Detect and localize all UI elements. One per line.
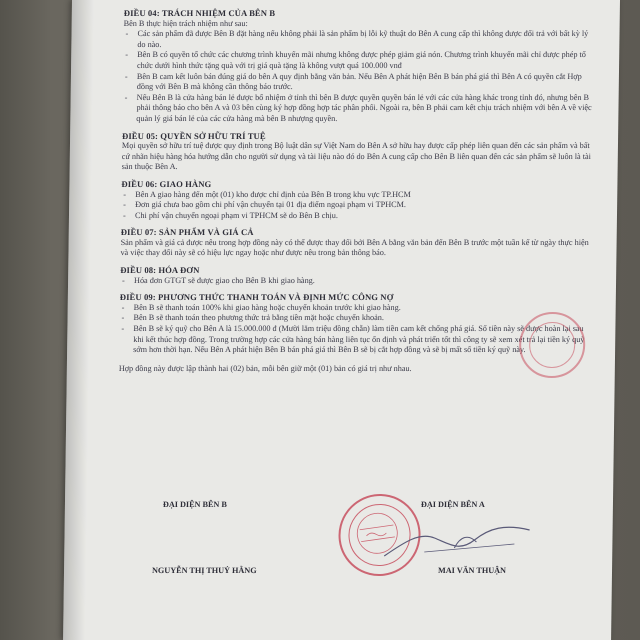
section-bullet: - Các sản phẩm đã được Bên B đặt hàng nếu không phải là sản phẩm bị lỗi kỹ thuật do Bên A cung cấp thì không được đổi trả với bất kỳ lý do nào. (123, 29, 593, 50)
section-bullet: - Bên B có quyền tổ chức các chương trình khuyến mãi nhưng không được phép giảm giá nón. Chương trình khuyến mãi chỉ được phép tổ chức dưới hình thức tặng quà với trị giá quà tặng là không vượt quá 100.000 vnđ (123, 50, 593, 71)
section-bullet: - Bên B sẽ ký quỹ cho Bên A là 15.000.000 đ (Mười lăm triệu đồng chẵn) làm tiền cam kết chống phá giá. Số tiền này sẽ được hoàn lại sau khi kết thúc hợp đồng. Trong trường hợp các cửa hàng bán hàng liên tục ổn định và phát triển tốt thì công ty sẽ xem xét trả lại tiền ký quỹ sớm hơn thời hạn. Nếu Bên A phát hiện Bên B bán phá giá thì Bên B sẽ bị cắt hợp đồng và sẽ bị mất số tiền ký quỹ này. (119, 324, 589, 356)
section-heading: ĐIỀU 08: HÓA ĐƠN (120, 265, 200, 276)
section-bullet: - Hóa đơn GTGT sẽ được giao cho Bên B khi giao hàng. (120, 276, 590, 287)
section-06 (121, 179, 592, 221)
section-bullet: - Đơn giá chưa bao gồm chi phí vận chuyển tại 01 địa điểm ngoại phạm vi TPHCM. (121, 200, 591, 211)
representative-a-label: ĐẠI DIỆN BÊN A (420, 500, 485, 509)
contract-body (119, 8, 594, 374)
section-bullet: - Bên A giao hàng đến một (01) kho được chỉ định của Bên B trong khu vực TP.HCM (121, 190, 591, 201)
section-heading: ĐIỀU 09: PHƯƠNG THỨC THANH TOÁN VÀ ĐỊNH MỨC CÔNG NỢ (119, 292, 394, 303)
section-heading: ĐIỀU 07: SẢN PHẨM VÀ GIÁ CẢ (120, 227, 254, 238)
representative-b-label: ĐẠI DIỆN BÊN B (162, 500, 227, 509)
section-bullet: - Nếu Bên B là cửa hàng bán lẻ được bổ nhiệm ở tỉnh thì bên B được quyền quyền bán lẻ với các cửa hàng khác trong tỉnh đó, nhưng bên B phải thông báo cho bên A và 03 bên cùng ký hợp đồng hợp tác phân phối. Ngoài ra, bên B phải cam kết chịu trách nhiệm với bên A về việc quản lý giá bán lẻ của các cửa hàng mà bên B nhượng quyền. (122, 93, 592, 125)
section-heading: ĐIỀU 05: QUYỀN SỞ HỮU TRÍ TUỆ (122, 130, 266, 141)
section-bullet: - Bên B sẽ thanh toán 100% khi giao hàng hoặc chuyển khoản trước khi giao hàng. (120, 303, 590, 314)
section-bullet: - Bên B sẽ thanh toán theo phương thức trả bằng tiền mặt hoặc chuyển khoản. (119, 313, 589, 324)
section-07 (120, 227, 590, 259)
representative-b-name: NGUYỄN THỊ THUỶ HẰNG (151, 566, 257, 575)
contract-page (63, 0, 620, 640)
section-intro: Sản phẩm và giá cả được nêu trong hợp đồng này có thể được thay đổi bởi Bên A bằng văn bản đến Bên B trước một tuần kể từ ngày thực hiện và việc thay đổi này sẽ có hiệu lực ngay hoặc như được nêu trong bản thông báo. (120, 237, 589, 258)
signature-a-icon (364, 512, 545, 572)
section-bullet: - Bên B cam kết luôn bán đúng giá do bên A quy định bằng văn bản. Nếu Bên A phát hiện Bên B bán phá giá thì Bên A có quyền cắt Hợp đồng với Bên B mà không cần thông báo trước. (123, 72, 593, 93)
section-05 (122, 131, 593, 173)
representative-a-name: MAI VĂN THUẬN (437, 566, 507, 575)
section-intro: Mọi quyền sở hữu trí tuệ được quy định trong Bộ luật dân sự Việt Nam do Bên A sở hữu hay được cấp phép liên quan đến các sản phẩm và bất cứ nhãn hiệu hàng hóa hướng dẫn cho người sử dụng và tài liệu nào đó do Bên A cung cấp cho Bên B liên quan đến các sản phẩm sẽ luôn là tài sản thuộc Bên A. (121, 141, 591, 172)
section-intro: Bên B thực hiện trách nhiệm như sau: (123, 18, 248, 28)
section-08 (120, 265, 590, 286)
section-heading: ĐIỀU 06: GIAO HÀNG (121, 178, 212, 189)
section-04 (122, 8, 594, 125)
section-bullet: - Chi phí vận chuyển ngoại phạm vi TPHCM sẽ do Bên B chịu. (121, 211, 591, 222)
closing-statement: Hợp đồng này được lập thành hai (02) bản, mỗi bên giữ một (01) bản có giá trị như nhau. (118, 363, 412, 373)
section-heading: ĐIỀU 04: TRÁCH NHIỆM CỦA BÊN B (123, 8, 276, 18)
